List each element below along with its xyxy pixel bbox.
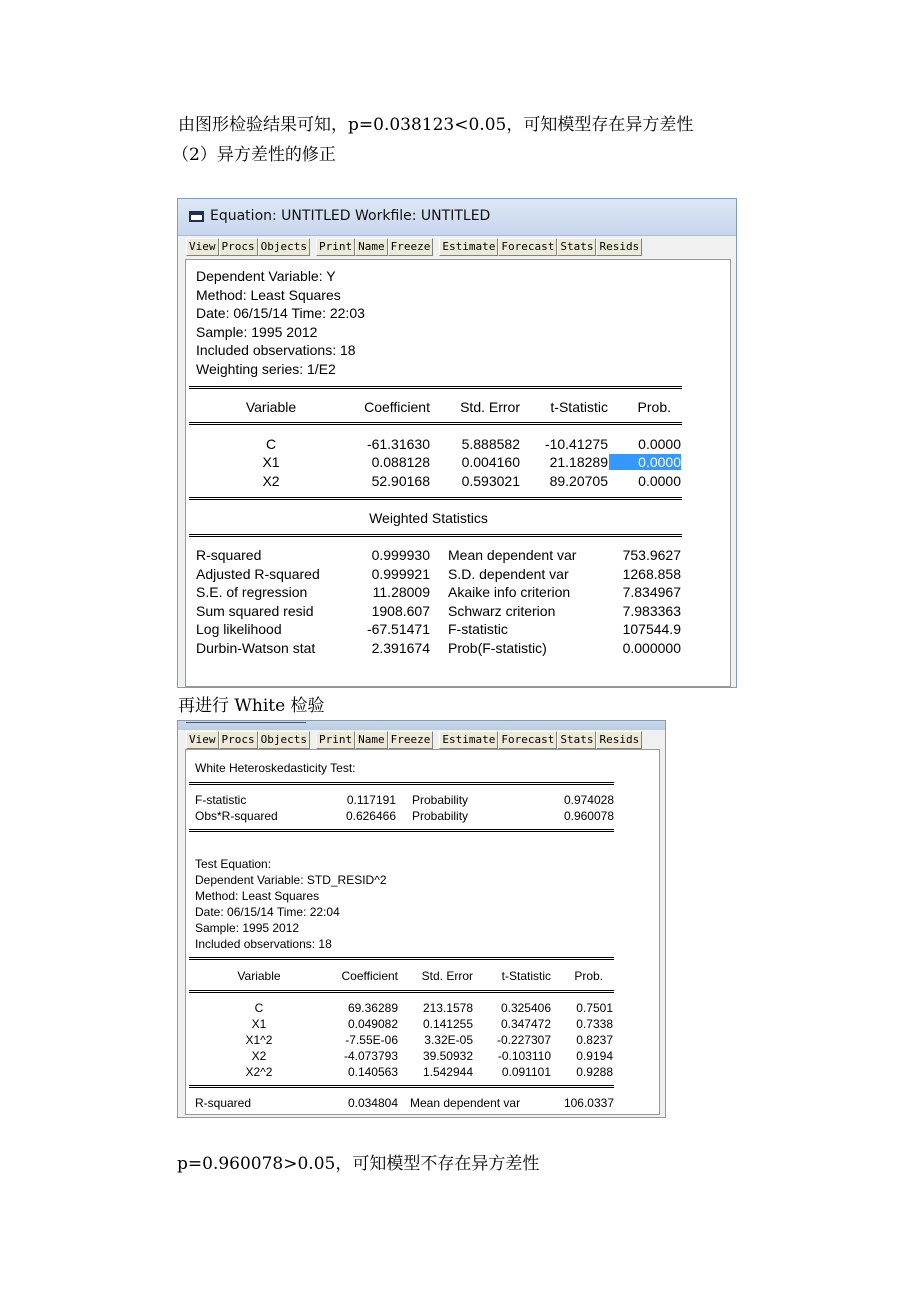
coef-value: -4.073793 xyxy=(343,1049,398,1063)
stat-value-2: 7.834967 xyxy=(622,584,681,600)
resids-button[interactable]: Resids xyxy=(596,731,642,749)
col-header-coefficient: Coefficient xyxy=(341,969,398,983)
test-stat-value: 0.626466 xyxy=(345,809,396,823)
col-header-t-statistic: t-Statistic xyxy=(501,969,551,983)
equation-toolbar xyxy=(186,238,642,256)
stat-value: 0.999930 xyxy=(371,547,430,563)
col-header-variable: Variable xyxy=(245,399,297,415)
stat-label-2: F-statistic xyxy=(448,621,508,637)
test-stat-value: 0.117191 xyxy=(346,793,396,807)
window-title-bar-cropped[interactable] xyxy=(178,721,665,730)
stat-label-2: Mean dependent var xyxy=(448,547,577,563)
procs-button[interactable]: Procs xyxy=(219,731,258,749)
header-line: Weighting series: 1/E2 xyxy=(196,361,336,377)
test-prob-value: 0.974028 xyxy=(563,793,614,807)
test-stat-label: Obs*R-squared xyxy=(195,809,278,823)
table-rule xyxy=(189,422,682,425)
table-rule xyxy=(189,534,682,537)
coef-value: 0.049082 xyxy=(347,1017,398,1031)
prob-value: 0.9288 xyxy=(576,1065,613,1079)
stat-value: 0.999921 xyxy=(371,566,430,582)
stat-label: Adjusted R-squared xyxy=(196,566,320,582)
stat-label-2: Akaike info criterion xyxy=(448,584,571,600)
equation-window-1[interactable] xyxy=(177,198,737,688)
stat-value-2: 7.983363 xyxy=(622,603,681,619)
prob-value: 0.7501 xyxy=(576,1001,613,1015)
std-error-value: 39.50932 xyxy=(422,1049,473,1063)
window-icon xyxy=(189,211,204,222)
stat-value-2: 106.0337 xyxy=(563,1096,614,1110)
table-rule xyxy=(189,957,614,960)
stat-label: Log likelihood xyxy=(196,621,282,637)
prob-value: 0.9194 xyxy=(576,1049,613,1063)
stats-button[interactable]: Stats xyxy=(557,238,596,256)
stat-label: R-squared xyxy=(195,1096,252,1110)
resids-button[interactable]: Resids xyxy=(596,238,642,256)
stat-label: S.E. of regression xyxy=(196,584,308,600)
white-test-title: White Heteroskedasticity Test: xyxy=(195,761,356,775)
prob-value: 0.7338 xyxy=(576,1017,613,1031)
coef-value: 52.90168 xyxy=(371,473,430,489)
t-stat-value: 89.20705 xyxy=(549,473,608,489)
t-stat-value: -10.41275 xyxy=(544,436,608,452)
freeze-button[interactable]: Freeze xyxy=(388,238,434,256)
view-button[interactable]: View xyxy=(186,238,219,256)
window-title: Equation: UNTITLED Workfile: UNTITLED xyxy=(210,208,491,224)
stat-label-2: Mean dependent var xyxy=(410,1096,521,1110)
std-error-value: 1.542944 xyxy=(422,1065,473,1079)
print-button[interactable]: Print xyxy=(316,731,355,749)
coef-variable: C xyxy=(254,1001,264,1015)
t-stat-value: 21.18289 xyxy=(549,454,608,470)
coef-value: 69.36289 xyxy=(347,1001,398,1015)
name-button[interactable]: Name xyxy=(355,238,388,256)
name-button[interactable]: Name xyxy=(355,731,388,749)
t-stat-value: 0.347472 xyxy=(500,1017,551,1031)
forecast-button[interactable]: Forecast xyxy=(498,731,557,749)
test-prob-label: Probability xyxy=(412,809,469,823)
prob-value-selected-cell[interactable]: 0.0000 xyxy=(609,454,681,470)
coef-variable: X1 xyxy=(251,1017,267,1031)
coef-variable: X2^2 xyxy=(245,1065,273,1079)
stat-value: 0.034804 xyxy=(347,1096,398,1110)
coef-value: -7.55E-06 xyxy=(345,1033,398,1047)
std-error-value: 0.004160 xyxy=(461,454,520,470)
prob-value: 0.8237 xyxy=(576,1033,613,1047)
table-rule xyxy=(189,829,614,832)
estimate-button[interactable]: Estimate xyxy=(439,731,498,749)
prob-value: 0.0000 xyxy=(638,473,681,489)
table-rule xyxy=(189,497,682,500)
table-rule xyxy=(189,1085,614,1088)
stat-value: 11.28009 xyxy=(372,584,430,600)
t-stat-value: -0.103110 xyxy=(497,1049,551,1063)
coef-variable: X2 xyxy=(262,473,280,489)
table-rule xyxy=(189,386,682,389)
weighted-statistics-heading: Weighted Statistics xyxy=(369,510,488,526)
coef-value: 0.088128 xyxy=(371,454,430,470)
std-error-value: 0.593021 xyxy=(461,473,520,489)
freeze-button[interactable]: Freeze xyxy=(388,731,434,749)
header-line: Included observations: 18 xyxy=(195,937,332,951)
header-line: Date: 06/15/14 Time: 22:04 xyxy=(195,905,340,919)
coef-value: -61.31630 xyxy=(366,436,430,452)
coef-variable: X1^2 xyxy=(245,1033,273,1047)
test-stat-label: F-statistic xyxy=(195,793,247,807)
coef-value: 0.140563 xyxy=(347,1065,398,1079)
std-error-value: 213.1578 xyxy=(422,1001,473,1015)
coef-variable: X1 xyxy=(262,454,280,470)
header-line: Dependent Variable: Y xyxy=(196,268,336,284)
std-error-value: 0.141255 xyxy=(422,1017,473,1031)
stat-value-2: 753.9627 xyxy=(622,547,681,563)
stat-label: R-squared xyxy=(196,547,262,563)
col-header-prob: Prob. xyxy=(637,399,671,415)
stat-label: Sum squared resid xyxy=(196,603,314,619)
section-heading: （2）异方差性的修正 xyxy=(172,145,336,165)
equation-toolbar xyxy=(186,731,642,749)
objects-button[interactable]: Objects xyxy=(258,731,310,749)
forecast-button[interactable]: Forecast xyxy=(498,238,557,256)
col-header-std-error: Std. Error xyxy=(421,969,473,983)
stat-value: -67.51471 xyxy=(366,621,430,637)
col-header-variable: Variable xyxy=(237,969,281,983)
stat-label: Durbin-Watson stat xyxy=(196,640,316,656)
view-button[interactable]: View xyxy=(186,731,219,749)
stat-value: 2.391674 xyxy=(371,640,430,656)
header-line: Sample: 1995 2012 xyxy=(195,921,300,935)
stat-value: 1908.607 xyxy=(371,603,430,619)
equation-window-2[interactable] xyxy=(177,720,666,1118)
conclusion-line: p=0.960078>0.05，可知模型不存在异方差性 xyxy=(177,1154,540,1174)
white-test-caption: 再进行 White 检验 xyxy=(178,696,325,716)
output-panel-1[interactable] xyxy=(185,259,731,687)
coef-variable: C xyxy=(265,436,277,452)
stats-button[interactable]: Stats xyxy=(557,731,596,749)
objects-button[interactable]: Objects xyxy=(258,238,310,256)
prob-value: 0.0000 xyxy=(638,436,681,452)
stat-label-2: S.D. dependent var xyxy=(448,566,569,582)
stat-label-2: Prob(F-statistic) xyxy=(448,640,547,656)
output-panel-2[interactable] xyxy=(185,749,660,1115)
header-line: Included observations: 18 xyxy=(196,342,356,358)
estimate-button[interactable]: Estimate xyxy=(439,238,498,256)
t-stat-value: -0.227307 xyxy=(496,1033,551,1047)
header-line: Method: Least Squares xyxy=(196,287,341,303)
stat-label-2: Schwarz criterion xyxy=(448,603,556,619)
header-line: Test Equation: xyxy=(195,857,272,871)
col-header-prob: Prob. xyxy=(574,969,603,983)
col-header-coefficient: Coefficient xyxy=(364,399,430,415)
t-stat-value: 0.091101 xyxy=(501,1065,551,1079)
header-line: Dependent Variable: STD_RESID^2 xyxy=(195,873,387,887)
std-error-value: 5.888582 xyxy=(461,436,520,452)
stat-value-2: 1268.858 xyxy=(622,566,681,582)
header-line: Method: Least Squares xyxy=(195,889,320,903)
header-line: Date: 06/15/14 Time: 22:03 xyxy=(196,305,365,321)
header-line: Sample: 1995 2012 xyxy=(196,324,318,340)
stat-value-2: 0.000000 xyxy=(622,640,681,656)
test-prob-value: 0.960078 xyxy=(563,809,614,823)
window-title-bar[interactable] xyxy=(178,199,736,236)
print-button[interactable]: Print xyxy=(316,238,355,256)
t-stat-value: 0.325406 xyxy=(500,1001,551,1015)
table-rule xyxy=(189,990,614,993)
coef-variable: X2 xyxy=(251,1049,267,1063)
std-error-value: 3.32E-05 xyxy=(424,1033,473,1047)
test-prob-label: Probability xyxy=(412,793,469,807)
col-header-t-statistic: t-Statistic xyxy=(550,399,608,415)
procs-button[interactable]: Procs xyxy=(219,238,258,256)
table-rule xyxy=(189,782,614,785)
stat-value-2: 107544.9 xyxy=(622,621,681,637)
col-header-std-error: Std. Error xyxy=(460,399,520,415)
intro-line: 由图形检验结果可知，p=0.038123<0.05，可知模型存在异方差性 xyxy=(178,115,694,135)
